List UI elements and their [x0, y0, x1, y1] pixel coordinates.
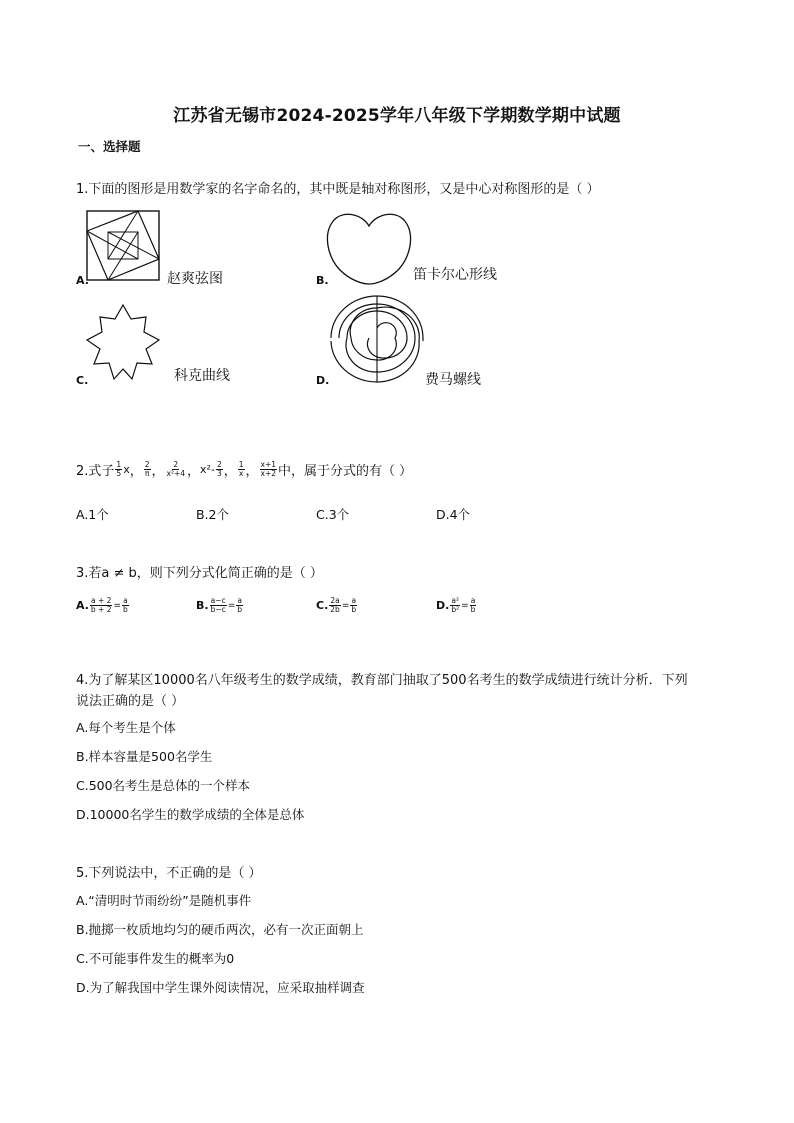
question-4-stem-line-1: 4.为了解某区10000名八年级考生的数学成绩，教育部门抽取了500名考生的数学成绩进行统计分析．下列 — [76, 673, 688, 688]
q1-option-d-caption: 费马螺线 — [425, 372, 481, 388]
q3-option-d: D. $\frac{\text{a²}}{\text{b²}}$ = $\frac{a}{b}$ — [436, 596, 476, 614]
q2-expr-5-fraction: $\frac{1}{x}$ — [238, 460, 244, 478]
q3-option-a: A. $\frac{a + 2}{b + 2}$ = $\frac{a}{b}$ — [76, 596, 128, 614]
q3-option-c: C. $\frac{2a}{2b}$ = $\frac{a}{b}$ — [316, 596, 357, 614]
q2-expr-4-fraction: $\frac{2}{3}$ — [216, 460, 222, 478]
question-2-stem: 2.式子 $\frac{1}{5}$ x， $\frac{2}{\pi}$ ， $\frac{2}{\text{x²+4}}$ ，x²- $\frac{2}{3}$ ， $\frac{1}{x}$ ， $\frac{x+1}{x+2}$ 中，属于分式的有（ ） — [76, 460, 413, 479]
q2-expr-3-fraction: $\frac{2}{\text{x²+4}}$ — [166, 460, 186, 478]
q2-option-c: C.3个 — [316, 507, 350, 522]
q5-option-a: A.“清明时节雨纷纷”是随机事件 — [76, 893, 252, 908]
q1-option-a-caption: 赵爽弦图 — [167, 271, 223, 287]
q2-expr-6-fraction: $\frac{x+1}{x+2}$ — [260, 460, 277, 478]
q2-option-a: A.1个 — [76, 507, 109, 522]
zhao-shuang-diagram — [86, 210, 161, 282]
q3-option-b: B. $\frac{a-c}{b-c}$ = $\frac{a}{b}$ — [196, 596, 243, 614]
question-4-stem-line-2: 说法正确的是（ ） — [76, 694, 185, 709]
cardioid-diagram — [326, 212, 412, 286]
koch-curve-diagram — [84, 303, 162, 385]
q5-option-c: C.不可能事件发生的概率为0 — [76, 951, 235, 966]
q2-option-d: D.4个 — [436, 507, 471, 522]
q2-suffix: 中，属于分式的有（ ） — [278, 464, 413, 479]
q1-option-a-label: A. — [76, 274, 89, 287]
question-5-stem: 5.下列说法中，不正确的是（ ） — [76, 866, 262, 881]
q1-option-d-label: D. — [316, 374, 330, 387]
section-heading: 一、选择题 — [78, 139, 141, 154]
question-3-stem: 3.若a ≠ b，则下列分式化简正确的是（ ） — [76, 566, 323, 581]
page-title: 江苏省无锡市2024-2025学年八年级下学期数学期中试题 — [173, 106, 621, 126]
q1-option-b-caption: 笛卡尔心形线 — [413, 267, 497, 283]
fermat-spiral-diagram — [327, 294, 427, 384]
q1-option-b-label: B. — [316, 274, 329, 287]
q1-option-c-caption: 科克曲线 — [174, 368, 230, 384]
q1-option-c-label: C. — [76, 374, 89, 387]
q5-option-d: D.为了解我国中学生课外阅读情况，应采取抽样调查 — [76, 980, 365, 995]
q4-option-b: B.样本容量是500名学生 — [76, 749, 213, 764]
q2-prefix: 2.式子 — [76, 464, 115, 479]
q2-expr-2-fraction: $\frac{2}{\pi}$ — [144, 460, 150, 478]
q4-option-a: A.每个考生是个体 — [76, 720, 176, 735]
question-1-stem: 1.下面的图形是用数学家的名字命名的，其中既是轴对称图形，又是中心对称图形的是（ ） — [76, 182, 600, 197]
q2-option-b: B.2个 — [196, 507, 230, 522]
q5-option-b: B.抛掷一枚质地均匀的硬币两次，必有一次正面朝上 — [76, 922, 364, 937]
q4-option-d: D.10000名学生的数学成绩的全体是总体 — [76, 807, 305, 822]
q2-expr-1-fraction: $\frac{1}{5}$ — [116, 460, 122, 478]
q4-option-c: C.500名考生是总体的一个样本 — [76, 778, 251, 793]
